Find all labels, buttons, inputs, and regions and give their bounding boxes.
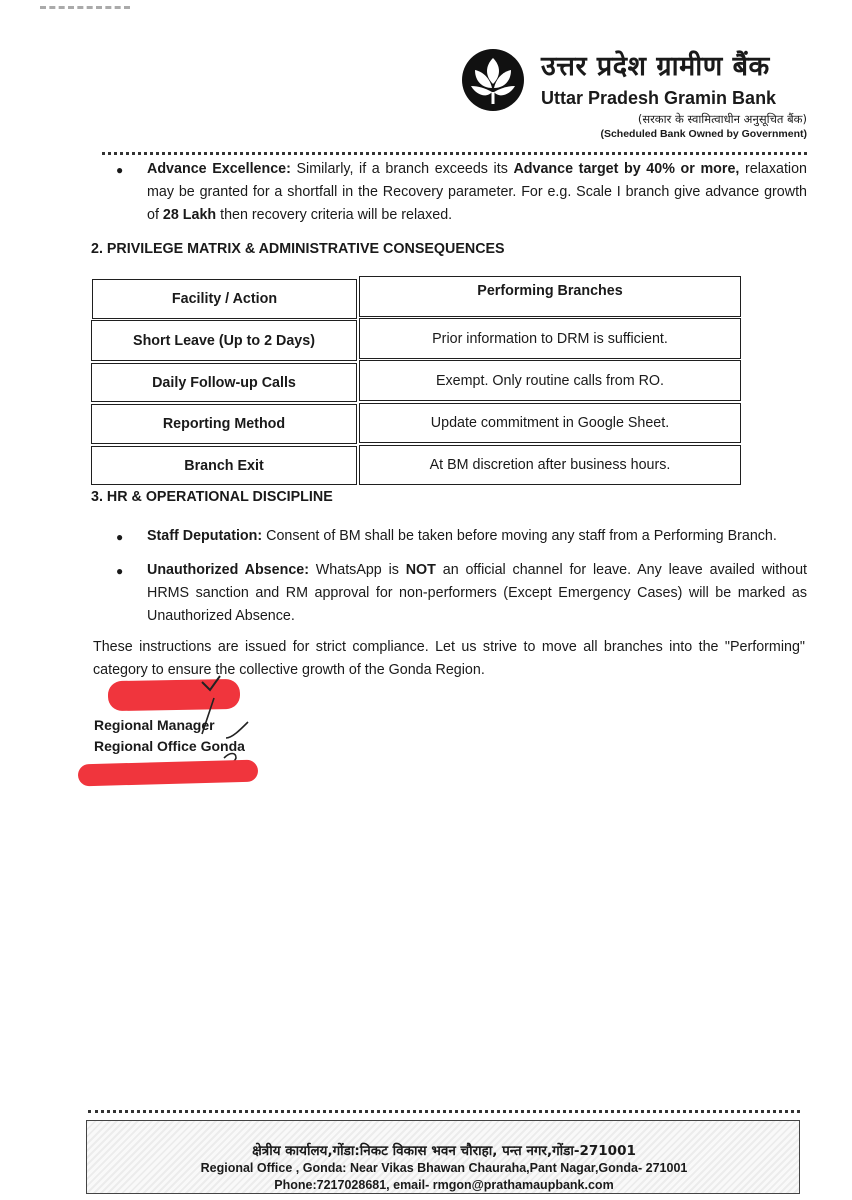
top-scan-dots: [40, 6, 130, 9]
header-divider: [102, 152, 807, 155]
table-row-value: Prior information to DRM is sufficient.: [359, 318, 741, 359]
bank-subtitle-hindi: (सरकार के स्वामित्वाधीन अनुसूचित बैंक): [637, 112, 807, 126]
section-3-heading: 3. HR & OPERATIONAL DISCIPLINE: [91, 489, 333, 505]
advance-target-highlight: Advance target by 40% or more,: [513, 161, 740, 177]
advance-excellence-part2: relaxation may be granted for a shortfall in the Recovery parameter. For e.g. Scale I branch give advance growth of: [147, 161, 807, 223]
unauthorized-absence-item: [118, 559, 808, 631]
bank-logo-icon: [461, 48, 525, 112]
unauthorized-absence-part1: WhatsApp is: [308, 562, 406, 578]
table-row-value: Update commitment in Google Sheet.: [359, 403, 741, 443]
table-row-facility: Daily Follow-up Calls: [91, 363, 357, 402]
footer-address-english: Regional Office , Gonda: Near Vikas Bhawan Chauraha,Pant Nagar,Gonda- 271001: [200, 1161, 688, 1175]
bullet-icon: ●: [116, 564, 124, 578]
footer-address-box: [86, 1120, 800, 1194]
bullet-icon: ●: [116, 163, 124, 177]
bank-name-english: Uttar Pradesh Gramin Bank: [541, 88, 777, 108]
footer-divider: [88, 1110, 800, 1113]
signatory-title: Regional Manager: [94, 717, 215, 733]
letterhead: [455, 44, 825, 144]
table-header-performing: Performing Branches: [359, 276, 741, 317]
table-header-facility: Facility / Action: [92, 279, 357, 319]
bullet-icon: ●: [116, 530, 124, 544]
redacted-stamp: [78, 760, 259, 787]
section-2-heading: 2. PRIVILEGE MATRIX & ADMINISTRATIVE CONSEQUENCES: [91, 241, 505, 257]
advance-excellence-part3: then recovery criteria will be relaxed.: [216, 207, 453, 223]
bank-subtitle-english: (Scheduled Bank Owned by Government): [600, 128, 807, 140]
staff-deputation-label: Staff Deputation:: [147, 528, 263, 544]
advance-excellence-label: Advance Excellence:: [147, 161, 291, 177]
bank-name-hindi: उत्तर प्रदेश ग्रामीण बैंक: [541, 51, 770, 82]
not-emphasis: NOT: [405, 562, 436, 578]
closing-paragraph: These instructions are issued for strict compliance. Let us strive to move all branches into the "Performing" category to ensure the collective growth of the Gonda Region.: [93, 639, 805, 678]
table-row-facility: Reporting Method: [91, 404, 357, 444]
footer-address-hindi: क्षेत्रीय कार्यालय,गोंडा:निकट विकास भवन चौराहा, पन्त नगर,गोंडा-271001: [252, 1143, 636, 1159]
staff-deputation-body: Consent of BM shall be taken before moving any staff from a Performing Branch.: [262, 528, 777, 544]
advance-excellence-item: [118, 158, 808, 230]
table-row-value: At BM discretion after business hours.: [359, 445, 741, 485]
unauthorized-absence-part2: an official channel for leave. Any leave availed without HRMS sanction and RM approval for non-performers (Except Emergency Cases) will be marked as Unauthorized Absence.: [147, 562, 808, 624]
advance-growth-amount: 28 Lakh: [162, 207, 217, 223]
table-row-facility: Branch Exit: [91, 446, 357, 485]
signatory-office: Regional Office Gonda: [94, 738, 245, 754]
advance-excellence-part1: Similarly, if a branch exceeds its: [290, 161, 514, 177]
staff-deputation-text: [147, 525, 807, 548]
unauthorized-absence-label: Unauthorized Absence:: [147, 562, 309, 578]
table-row-value: Exempt. Only routine calls from RO.: [359, 360, 741, 401]
footer-contact: Phone:7217028681, email- rmgon@prathamaupbank.com: [274, 1178, 614, 1192]
table-row-facility: Short Leave (Up to 2 Days): [91, 320, 357, 361]
unauthorized-absence-text: [147, 559, 807, 628]
advance-excellence-text: [147, 158, 807, 227]
staff-deputation-item: [118, 525, 808, 549]
